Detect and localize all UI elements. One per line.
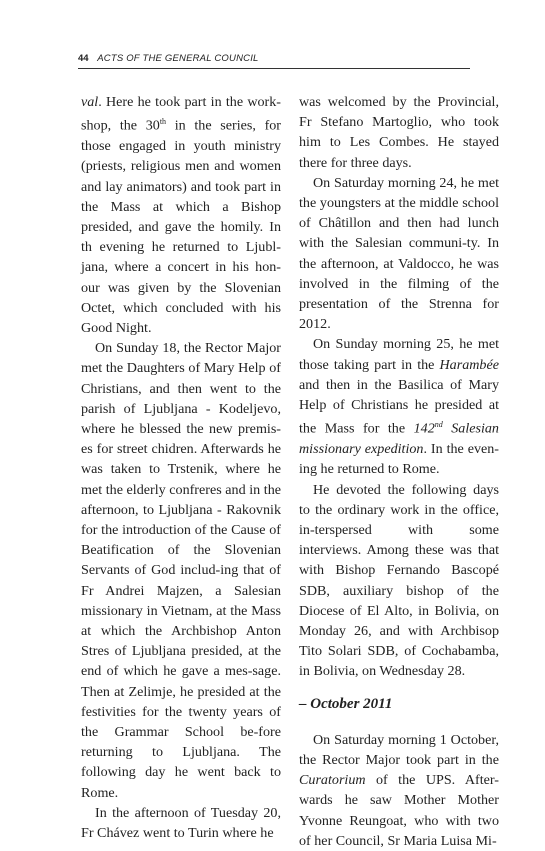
emphasis: Harambée <box>439 356 499 373</box>
paragraph: On Sunday 18, the Rector Major met the Daughters of Mary Help of Christians, and then went to the parish of Ljubljana - Kodeljevo, where he blessed the new premis-es for street chidren. Afterwards he was taken to Trstenik, where he met the elderly confreres and in the afternoon, to Ljubljana - Rakovnik for the introduction of the Cause of Beatification of the Slovenian Servants of God includ-ing that of Fr Andrei Majzen, a Salesian missionary in Vietnam, at the Mass at which the Archbishop Anton Stres of Ljubljana presided, at the end of which he gave a mes-sage. Then at Zelimje, he presided at the festivities for the twenty years of the Grammar School be-fore returning to Ljubljana. The following day he went back to Rome. <box>81 340 281 801</box>
paragraph: was welcomed by the Provincial, Fr Stefano Martoglio, who took him to Les Combes. He stayed there for three days. <box>299 94 499 171</box>
left-column <box>81 92 281 843</box>
running-title: ACTS OF THE GENERAL COUNCIL <box>97 53 259 64</box>
running-header <box>78 52 470 69</box>
emphasis: Salesian missionary expedition <box>299 420 499 458</box>
section-heading: – October 2011 <box>299 695 393 712</box>
emphasis: Curatorium <box>299 772 366 789</box>
paragraph: On Saturday morning 24, he met the youngsters at the middle school of Châtillon and then had lunch with the Salesian communi-ty. In the afternoon, at Valdocco, he was involved in the filming of the presentation of the Strenna for 2012. <box>299 174 499 333</box>
superscript: th <box>159 117 167 127</box>
emphasis: val <box>81 94 99 110</box>
paragraph: In the afternoon of Tuesday 20, Fr Chávez went to Turin where he <box>81 804 281 841</box>
paragraph: On Saturday morning 1 October, the Rector Major took part in the Curatorium of the UPS. After-wards he saw Mother Mother Yvonne Reungoat, who with two of her Council, Sr Maria Luisa Mi- <box>299 731 499 849</box>
emphasis: 142 <box>413 420 435 437</box>
paragraph: He devoted the following days to the ordinary work in the office, in-terspersed with some interviews. Among these was that with Bishop Fernando Bascopé SDB, auxiliary bishop of the Diocese of El Alto, in Bolivia, on Monday 26, and with Archbisop Tito Solari SDB, of Cochabamba, in Bolivia, on Wednesday 28. <box>299 481 499 680</box>
page-number: 44 <box>78 53 89 64</box>
superscript: nd <box>434 420 443 430</box>
paragraph: On Sunday morning 25, he met those taking part in the Harambée and then in the Basilica of Mary Help of Christians he presided at the Mass for the 142nd Salesian missionary expedition. In the even-ing he returned to Rome. <box>299 336 499 478</box>
right-column <box>299 92 499 851</box>
paragraph: val. Here he took part in the work-shop, the 30th in the series, for those engaged in youth ministry (priests, religious men and women and lay animators) and took part in the Mass at which a Bishop presided, and gave the homily. In th evening he returned to Ljubl-jana, where a concert in his hon-our was given by the Slovenian Octet, which concluded with his Good Night. <box>81 94 281 336</box>
